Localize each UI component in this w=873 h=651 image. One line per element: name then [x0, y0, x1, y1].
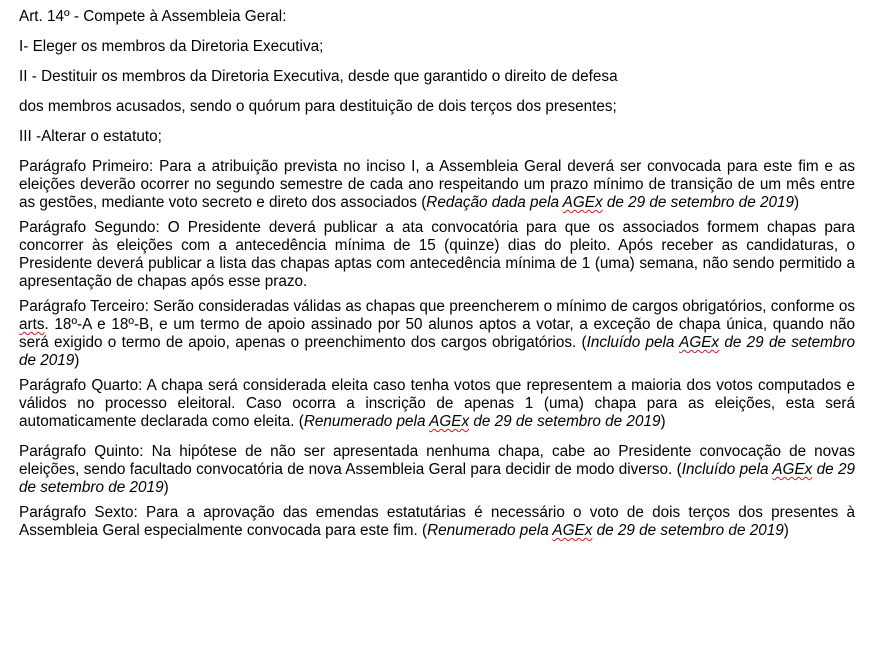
close-paren: ) [163, 479, 169, 496]
note-prefix: Redação dada pela [426, 194, 563, 211]
note-date: de 29 de setembro de 2019 [19, 334, 856, 369]
item-iii: III -Alterar o estatuto; [19, 128, 162, 145]
paragraph-primeiro [19, 158, 855, 212]
note-prefix: Renumerado pela [303, 413, 430, 430]
note-prefix: Incluído pela [586, 334, 680, 351]
spellcheck-term: arts [19, 316, 45, 333]
note-prefix: Renumerado pela [427, 522, 553, 539]
paragraph-terceiro [19, 298, 855, 370]
paragraph-quarto [19, 377, 855, 431]
note-prefix: Incluído pela [681, 461, 773, 478]
paragraph-text: . 18º-A e 18º-B, e um termo de apoio assinado por 50 alunos aptos a votar, a exceção de chapa única, quando não será exigido o termo de apoio, apenas o preenchimento dos cargos obrigatórios. ( [19, 316, 855, 351]
paragraph-segundo: Parágrafo Segundo: O Presidente deverá publicar a ata convocatória para que os associados formem chapas para concorrer às eleições com a antecedência mínima de 15 (quinze) dias do pleito. Após receber as candidaturas, o Presidente deverá publicar a lista das chapas aptas com antecedência mínima de 1 (uma) semana, não sendo permitido a apresentação de chapas após esse prazo. [19, 219, 855, 290]
spellcheck-term: AGEx [552, 522, 593, 539]
paragraph-quinto [19, 443, 855, 497]
article-heading: Art. 14º - Compete à Assembleia Geral: [19, 8, 287, 25]
spellcheck-term: AGEx [679, 334, 720, 351]
paragraph-text: Parágrafo Terceiro: Serão consideradas válidas as chapas que preencherem o mínimo de cargos obrigatórios, conforme os [19, 298, 855, 315]
paragraph-text: Parágrafo Quinto: Na hipótese de não ser apresentada nenhuma chapa, cabe ao Presidente convocação de novas eleições, sendo facultado convocatória de nova Assembleia Geral para decidir de modo diverso. ( [19, 443, 855, 478]
spellcheck-term: AGEx [429, 413, 470, 430]
note-date: de 29 de setembro de 2019 [19, 461, 856, 496]
spellcheck-term: AGEx [562, 194, 603, 211]
close-paren: ) [783, 522, 789, 539]
paragraph-text: Parágrafo Quarto: A chapa será considerada eleita caso tenha votos que representem a maioria dos votos computados e válidos no processo eleitoral. Caso ocorra a inscrição de apenas 1 (uma) chapa para as eleições, esta será automaticamente declarada como eleita. ( [19, 377, 855, 430]
item-i: I- Eleger os membros da Diretoria Executiva; [19, 38, 324, 55]
note-date: de 29 de setembro de 2019 [592, 522, 784, 539]
document-body [19, 8, 855, 540]
paragraph-text: Parágrafo Primeiro: Para a atribuição prevista no inciso I, a Assembleia Geral deverá ser convocada para este fim e as eleições deverão ocorrer no segundo semestre de cada ano respeitando um prazo mínimo de transição de um mês entre as gestões, mediante voto secreto e direto dos associados ( [19, 158, 855, 211]
spellcheck-term: AGEx [772, 461, 813, 478]
paragraph-text: Parágrafo Sexto: Para a aprovação das emendas estatutárias é necessário o voto de dois terços dos presentes à Assembleia Geral especialmente convocada para este fim. ( [19, 504, 855, 539]
amendment-note [427, 522, 784, 539]
close-paren: ) [74, 352, 80, 369]
note-date: de 29 de setembro de 2019 [469, 413, 661, 430]
amendment-note [426, 194, 794, 211]
close-paren: ) [660, 413, 666, 430]
note-date: de 29 de setembro de 2019 [602, 194, 794, 211]
item-ii-line-2: dos membros acusados, sendo o quórum para destituição de dois terços dos presentes; [19, 98, 617, 115]
amendment-note [304, 413, 661, 430]
paragraph-sexto [19, 504, 855, 540]
close-paren: ) [793, 194, 800, 211]
item-ii-line-1: II - Destituir os membros da Diretoria Executiva, desde que garantido o direito de defesa [19, 68, 618, 85]
